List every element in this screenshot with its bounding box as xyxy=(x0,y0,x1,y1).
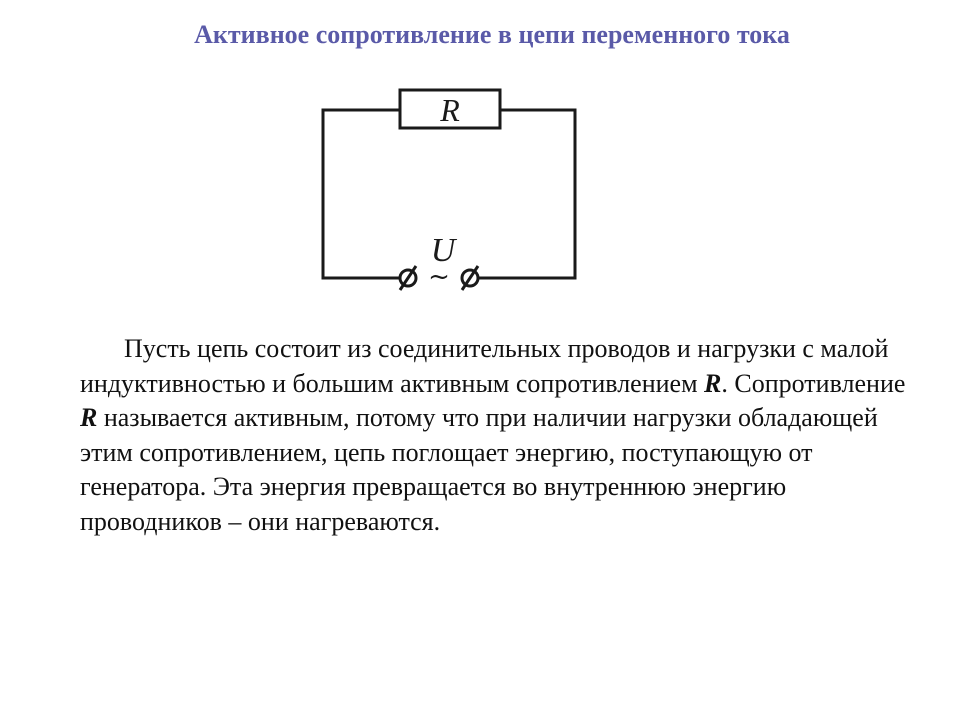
paragraph-part-1: Пусть цепь состоит из соединительных проводов и нагрузки с малой индуктивностью и большим активным сопротивлением xyxy=(80,334,889,398)
resistor-label: R xyxy=(440,92,460,128)
source-label: U xyxy=(430,232,456,269)
ac-symbol: ~ xyxy=(428,262,450,292)
paragraph-part-2: . Сопротивление xyxy=(721,368,906,398)
resistance-symbol: R xyxy=(704,368,722,398)
paragraph-part-3: называется активным, потому что при наличии нагрузки обладающей этим сопротивлением, цепь поглощает энергию, поступающую от генератора. Эта энергия превращается во внутреннюю энергию проводников – они нагреваются. xyxy=(80,403,878,536)
circuit-diagram xyxy=(300,78,600,308)
slide-title: Активное сопротивление в цепи переменного тока xyxy=(194,20,790,49)
body-paragraph xyxy=(80,332,920,539)
resistance-symbol: R xyxy=(80,403,98,432)
